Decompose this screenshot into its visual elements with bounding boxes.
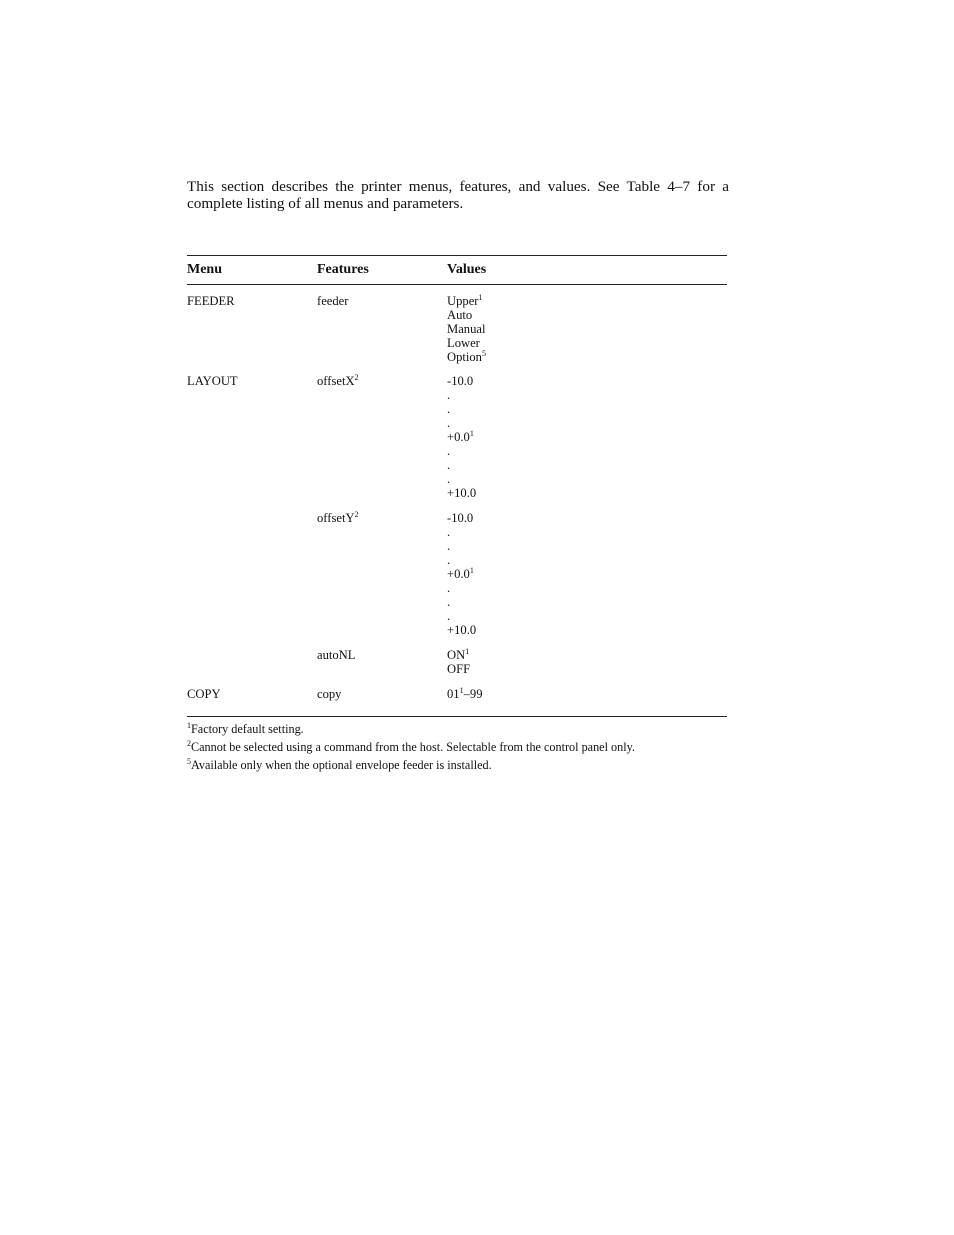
- menu-cell-empty: [187, 511, 317, 637]
- feature-offsetx: offsetX: [317, 374, 355, 388]
- footnote-ref: 5: [481, 349, 486, 358]
- value-upper: Upper: [447, 294, 479, 308]
- footnote-2: [187, 738, 727, 756]
- value-on: ON: [447, 648, 466, 662]
- ellipsis-dot: .: [447, 402, 451, 416]
- value-min: -10.0: [447, 374, 474, 388]
- table-body: [187, 285, 727, 702]
- value-lower: Lower: [447, 336, 480, 350]
- value-option: Option: [447, 350, 482, 364]
- footnote-1: [187, 720, 727, 738]
- value-copy-min: 01: [447, 687, 460, 701]
- table-row-layout-offsety: [187, 511, 727, 637]
- document-page: [187, 178, 729, 772]
- value-default: +0.0: [447, 430, 470, 444]
- feature-cell: autoNL: [317, 648, 356, 662]
- table-header: [187, 256, 727, 284]
- ellipsis-dot: .: [447, 539, 451, 553]
- footnote-ref: 1: [459, 686, 464, 695]
- ellipsis-dot: .: [447, 525, 451, 539]
- value-max: +10.0: [447, 623, 477, 637]
- footnote-5: [187, 756, 727, 774]
- value-auto: Auto: [447, 308, 473, 322]
- value-min: -10.0: [447, 511, 474, 525]
- footnote-ref: 2: [354, 373, 359, 382]
- ellipsis-dot: .: [447, 581, 451, 595]
- feature-cell: feeder: [317, 294, 349, 308]
- footnote-ref: 1: [469, 566, 474, 575]
- menu-table: [187, 255, 727, 774]
- menu-cell: FEEDER: [187, 294, 235, 308]
- ellipsis-dot: .: [447, 595, 451, 609]
- ellipsis-dot: .: [447, 444, 451, 458]
- footnote-ref: 2: [354, 510, 359, 519]
- footnote-ref: 1: [469, 429, 474, 438]
- table-row-layout-offsetx: [187, 374, 727, 500]
- footnote-mark: 2: [187, 739, 191, 748]
- footnote-mark: 1: [187, 721, 191, 730]
- values-cell: [447, 294, 727, 364]
- feature-offsety: offsetY: [317, 511, 355, 525]
- ellipsis-dot: .: [447, 472, 451, 486]
- feature-cell: [317, 374, 447, 500]
- ellipsis-dot: .: [447, 553, 451, 567]
- ellipsis-dot: .: [447, 388, 451, 402]
- menu-cell-empty: [187, 648, 317, 676]
- ellipsis-dot: .: [447, 609, 451, 623]
- footnote-ref: 1: [478, 293, 483, 302]
- table-row-feeder: [187, 294, 727, 364]
- footnote-text: Cannot be selected using a command from the host. Selectable from the control panel only.: [191, 740, 635, 754]
- header-features: Features: [317, 262, 369, 277]
- ellipsis-dot: .: [447, 416, 451, 430]
- value-default: +0.0: [447, 567, 470, 581]
- intro-paragraph: This section describes the printer menus, features, and values. See Table 4–7 for a complete listing of all menus and parameters.: [187, 178, 729, 212]
- footnote-text: Factory default setting.: [191, 722, 304, 736]
- values-cell: [447, 374, 727, 500]
- values-cell: [447, 687, 727, 702]
- header-values: Values: [447, 262, 487, 277]
- feature-cell: copy: [317, 687, 342, 701]
- footnote-text: Available only when the optional envelope feeder is installed.: [191, 758, 492, 772]
- footnote-mark: 5: [187, 757, 191, 766]
- table-row-layout-autonl: [187, 648, 727, 676]
- ellipsis-dot: .: [447, 458, 451, 472]
- values-cell: [447, 511, 727, 637]
- value-copy-max: –99: [463, 687, 483, 701]
- table-row-copy: [187, 687, 727, 702]
- values-cell: [447, 648, 727, 676]
- value-manual: Manual: [447, 322, 486, 336]
- menu-cell: LAYOUT: [187, 374, 238, 388]
- value-max: +10.0: [447, 486, 477, 500]
- footnotes: [187, 717, 727, 774]
- footnote-ref: 1: [465, 647, 470, 656]
- feature-cell: [317, 511, 447, 637]
- value-off: OFF: [447, 662, 471, 676]
- menu-cell: COPY: [187, 687, 221, 701]
- header-menu: Menu: [187, 262, 222, 277]
